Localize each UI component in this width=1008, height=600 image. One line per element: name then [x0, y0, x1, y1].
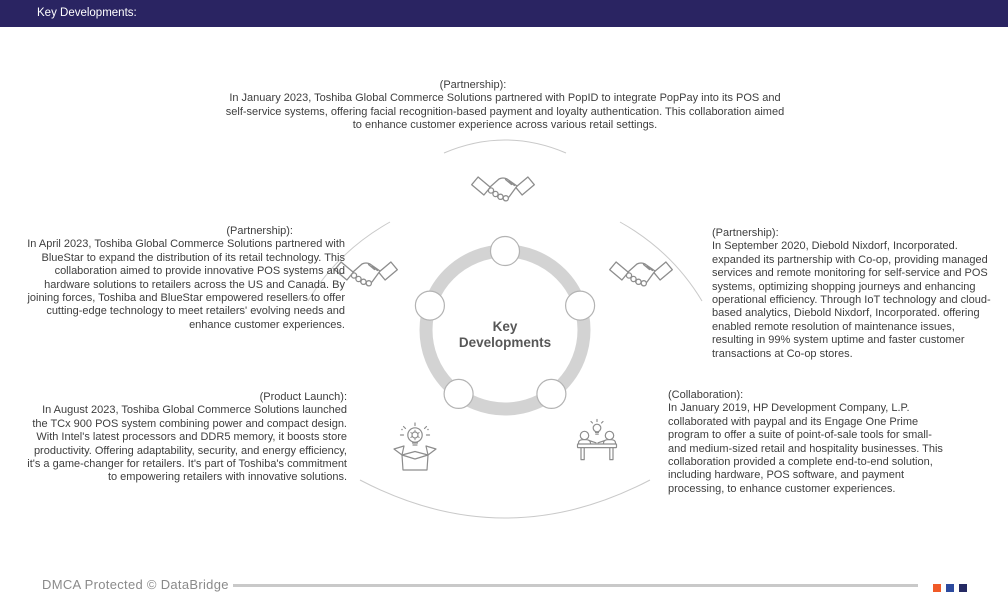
event-block-top [220, 79, 790, 133]
event-block-bottom-right [668, 389, 944, 496]
meeting-collaboration-icon [578, 420, 617, 460]
brand-accent-square-blue [946, 584, 954, 592]
ring-node-right [566, 291, 595, 320]
event-type-label: (Collaboration): [668, 389, 744, 401]
event-type-label: (Product Launch): [259, 391, 347, 403]
brand-accent-square-orange [933, 584, 941, 592]
brand-accent-square-navy [959, 584, 967, 592]
ring-node-bottom-right [537, 379, 566, 408]
event-description: In August 2023, Toshiba Global Commerce Solutions launched the TCx 900 POS system combining power and compact design. With Intel's latest processors and DDR5 memory, it boosts store productivity. Offering adaptability, security, and energy efficiency, it's a game-changer for retailers. It's part of Toshiba's commitment to empowering retailers with innovative solutions. [27, 404, 347, 484]
event-description: In January 2019, HP Development Company, L.P. collaborated with paypal and its Engage One Prime program to offer a suite of point-of-sale tools for small- and medium-sized retail and hospitality businesses. This collaboration provided a complete end-to-end solution, including hardware, POS software, and payment processing, to enhance customer experiences. [668, 402, 943, 495]
event-type-label: (Partnership): [712, 227, 779, 239]
event-description: In April 2023, Toshiba Global Commerce Solutions partnered with BlueStar to expand the distribution of its retail technology. This collaboration aimed to provide innovative POS systems and hardware solutions to retailers across the US and Canada. By joining forces, Toshiba and BlueStar empowered resellers to offer cutting-edge technology to meet retailers' evolving needs and enhance customer experiences. [27, 238, 345, 331]
ring-node-bottom-left [444, 379, 473, 408]
product-launch-box-bulb-icon [394, 423, 436, 470]
handshake-icon [472, 177, 535, 201]
center-label-line2: Developments [458, 335, 552, 350]
outer-arc-upper-right [620, 222, 702, 301]
ring-node-top [491, 237, 520, 266]
event-type-label: (Partnership): [226, 225, 293, 237]
event-block-left [15, 225, 345, 332]
outer-arc-bottom [360, 480, 650, 518]
outer-arc-top [444, 140, 566, 153]
event-type-label: (Partnership): [439, 79, 507, 91]
page-title: Key Developments: [37, 7, 137, 19]
center-label [459, 319, 551, 350]
event-block-right [712, 227, 994, 361]
handshake-icon [610, 262, 673, 286]
center-label-line1: Key [492, 319, 518, 334]
event-block-bottom-left [25, 391, 347, 485]
dmca-protected-text: DMCA Protected © DataBridge [42, 577, 229, 592]
footer-divider-line [233, 584, 918, 587]
ring-node-left [415, 291, 444, 320]
event-description: In September 2020, Diebold Nixdorf, Incorporated. expanded its partnership with Co-op, providing managed services and remote monitoring for self-service and POS systems, optimizing shopping journeys and enhancing operational efficiency. Through IoT technology and cloud-based analytics, Diebold Nixdorf, Incorporated. offering enabled remote resolution of maintenance issues, resulting in 99% system uptime and faster customer transactions at Co-op stores. [712, 240, 991, 360]
event-description: In January 2023, Toshiba Global Commerce Solutions partnered with PopID to integrate PopPay into its POS and self-service systems, offering facial recognition-based payment and loyalty authentication. This collaboration aimed to enhance customer experience across various retail settings. [225, 92, 785, 132]
